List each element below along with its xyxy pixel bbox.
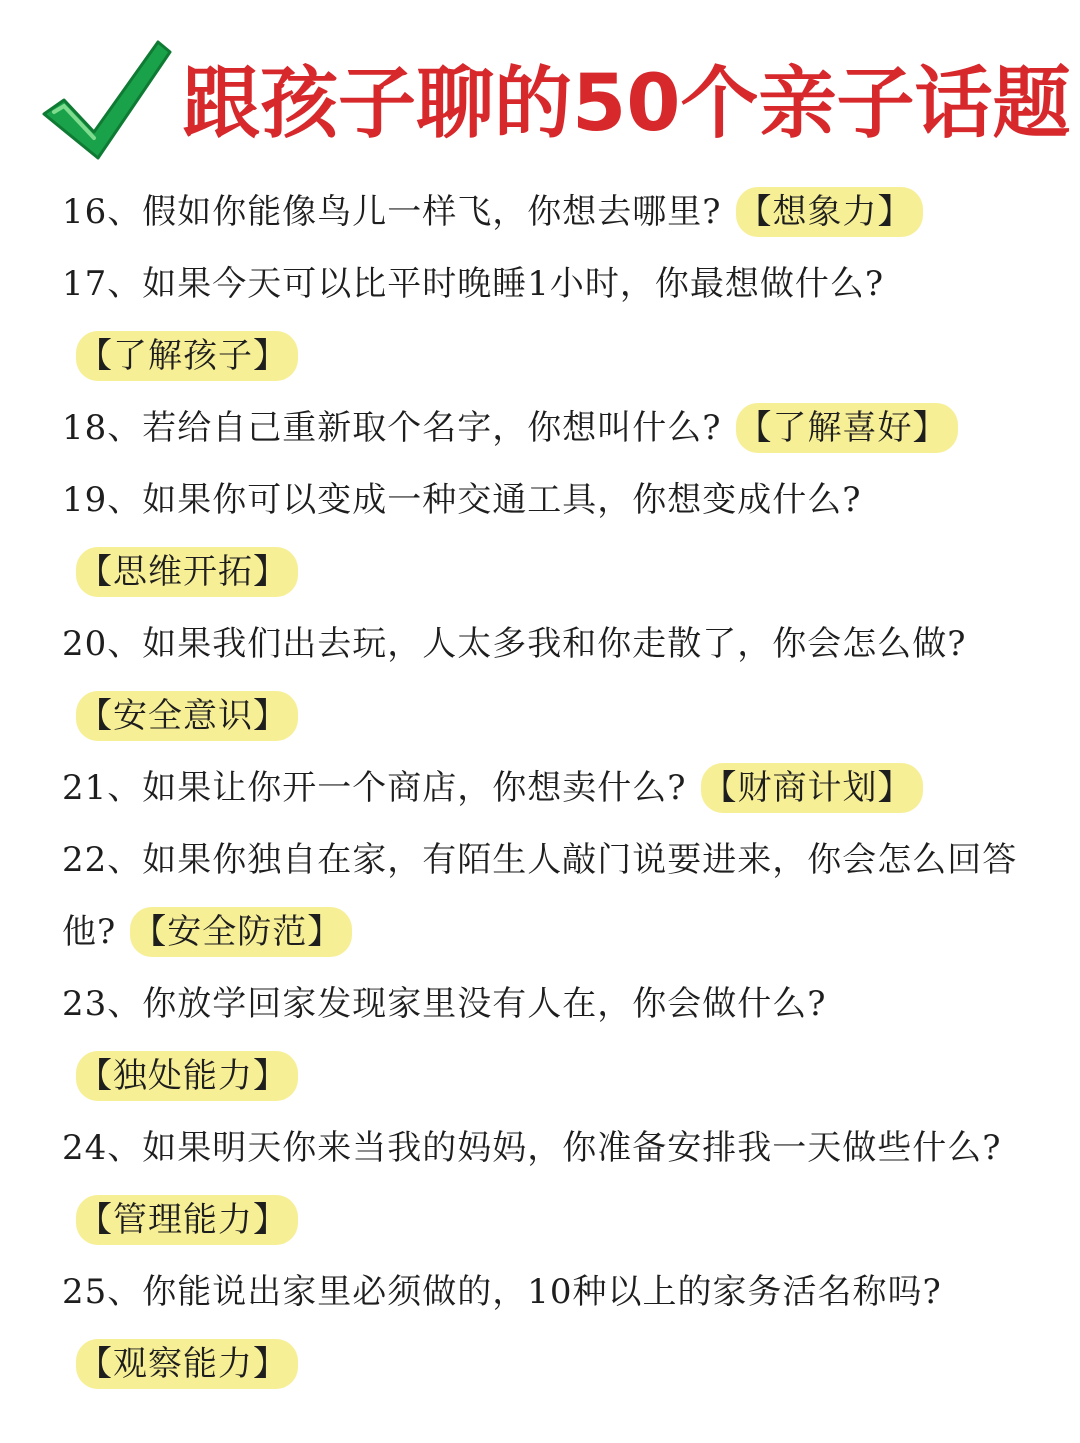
item-text: 18、若给自己重新取个名字，你想叫什么?: [62, 408, 722, 448]
item-text: 22、如果你独自在家，有陌生人敲门说要进来，你会怎么回答他?: [62, 840, 1018, 952]
list-item: [62, 752, 1047, 824]
item-text: 20、如果我们出去玩，人太多我和你走散了，你会怎么做?: [62, 624, 967, 664]
page-title: 跟孩子聊的50个亲子话题: [182, 59, 1071, 149]
item-tag: 【管理能力】: [76, 1195, 298, 1245]
item-tag: 【独处能力】: [76, 1051, 298, 1101]
list-item: [62, 248, 1047, 392]
list-item: [62, 392, 1047, 464]
item-text: 19、如果你可以变成一种交通工具，你想变成什么?: [62, 480, 862, 520]
item-tag: 【想象力】: [736, 187, 923, 237]
check-mark-icon: [40, 36, 172, 162]
list-item: [62, 1112, 1047, 1256]
item-tag: 【思维开拓】: [76, 547, 298, 597]
item-tag: 【了解孩子】: [76, 331, 298, 381]
list-item: [62, 464, 1047, 608]
item-text: 23、你放学回家发现家里没有人在，你会做什么?: [62, 984, 827, 1024]
item-text: 16、假如你能像鸟儿一样飞，你想去哪里?: [62, 192, 722, 232]
item-tag: 【安全意识】: [76, 691, 298, 741]
list-item: [62, 176, 1047, 248]
item-tag: 【观察能力】: [76, 1339, 298, 1389]
item-tag: 【了解喜好】: [736, 403, 958, 453]
list-item: [62, 1256, 1047, 1400]
item-text: 24、如果明天你来当我的妈妈，你准备安排我一天做些什么?: [62, 1128, 1002, 1168]
item-text: 21、如果让你开一个商店，你想卖什么?: [62, 768, 687, 808]
item-text: 25、你能说出家里必须做的，10种以上的家务活名称吗?: [62, 1272, 942, 1312]
list-item: [62, 608, 1047, 752]
item-tag: 【财商计划】: [701, 763, 923, 813]
list-item: [62, 824, 1047, 968]
item-text: 17、如果今天可以比平时晚睡1小时，你最想做什么?: [62, 264, 885, 304]
topic-list: [62, 176, 1047, 1400]
item-tag: 【安全防范】: [130, 907, 352, 957]
header: [40, 36, 1071, 166]
list-item: [62, 968, 1047, 1112]
